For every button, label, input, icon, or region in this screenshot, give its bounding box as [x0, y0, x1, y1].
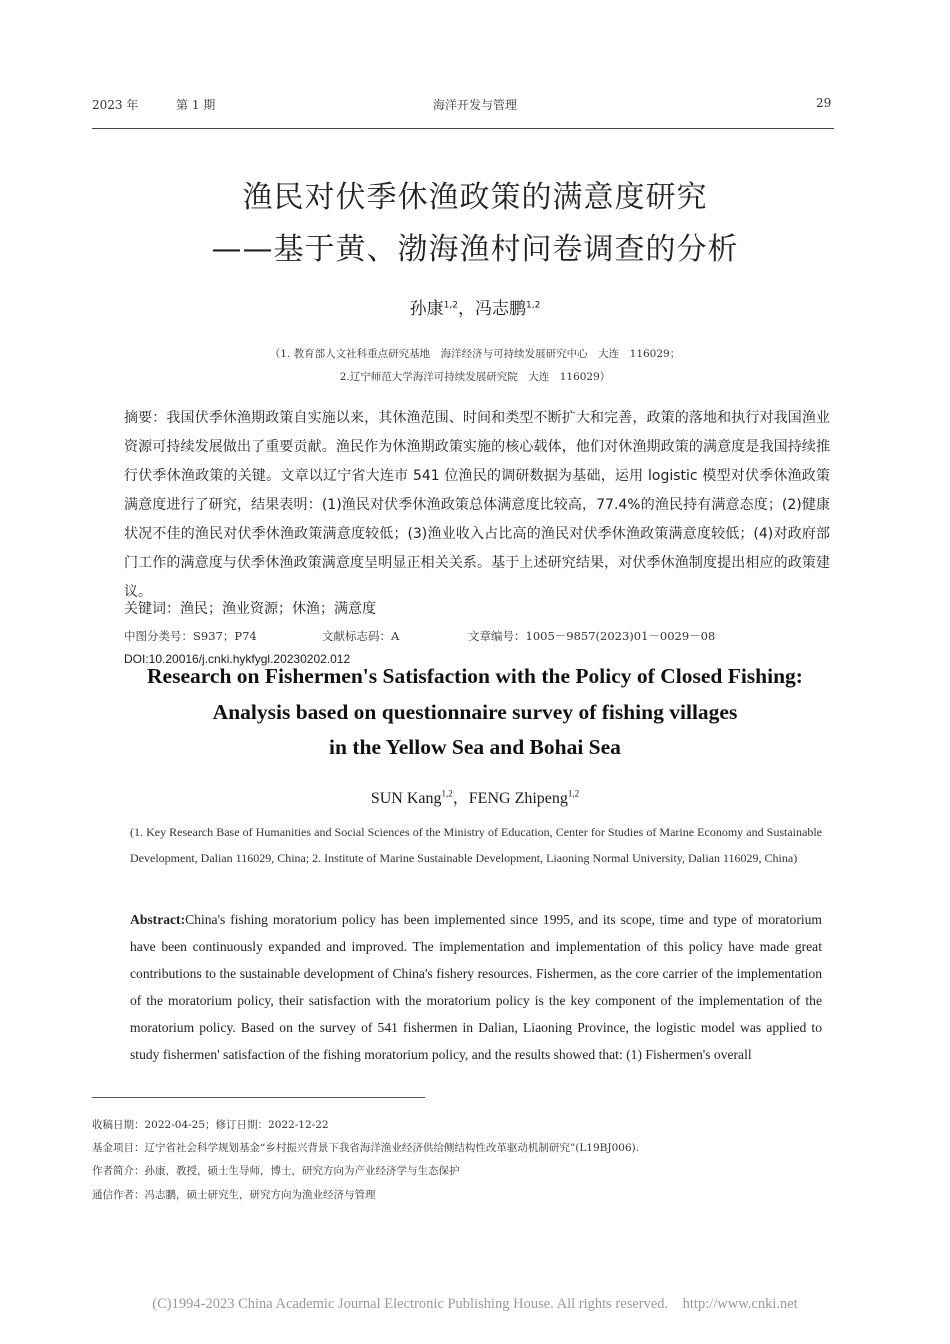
author-separator: ，: [452, 790, 469, 807]
footnote-corresponding-author: 通信作者：冯志鹏，硕士研究生，研究方向为渔业经济与管理: [92, 1189, 376, 1201]
footnote-divider: [92, 1097, 425, 1098]
title-en-line3: in the Yellow Sea and Bohai Sea: [329, 735, 621, 759]
header-issue: 第 1 期: [176, 98, 216, 112]
document-code: 文献标志码：A: [322, 629, 400, 643]
title-en-line1: Research on Fishermen's Satisfaction with the Policy of Closed Fishing:: [147, 664, 803, 688]
footnote-received-date: 收稿日期：2022-04-25；修订日期：2022-12-22: [92, 1119, 329, 1131]
author-sup: 1,2: [526, 300, 541, 311]
abstract-en-text: China's fishing moratorium policy has been implemented since 1995, and its scope, time and type of moratorium have been continuously expanded and improved. The implementation and implementation of this policy have made great contributions to the sustainable development of China's fishery resources. Fishermen, as the core carrier of the implementation of the moratorium policy, their satisfaction with the moratorium policy is the key component of the implementation of the moratorium policy. Based on the survey of 541 fishermen in Dalian, Liaoning Province, the logistic model was applied to study fishermen' satisfaction of the fishing moratorium policy, and the results showed that: (1) Fishermen's overall: [130, 912, 822, 1062]
author-separator: ，: [458, 299, 475, 319]
authors-cn: [0, 294, 950, 319]
author-feng-zhipeng-cn: 冯志鹏: [475, 299, 526, 319]
header-journal: 海洋开发与管理: [432, 98, 517, 112]
abstract-en: [130, 906, 822, 1068]
keywords-cn: 关键词：渔民；渔业资源；休渔；满意度: [124, 601, 376, 617]
header-page-number: 29: [816, 96, 832, 110]
doi[interactable]: DOI:10.20016/j.cnki.hykfygl.20230202.012: [124, 652, 351, 666]
title-cn-line1: 渔民对伏季休渔政策的满意度研究: [242, 180, 708, 215]
author-sun-kang-cn: 孙康: [409, 299, 444, 319]
author-sun-kang-en: SUN Kang: [370, 790, 442, 807]
title-en-line2: Analysis based on questionnaire survey of fishing villages: [212, 700, 738, 724]
title-cn-line2: ——基于黄、渤海渔村问卷调查的分析: [211, 232, 739, 267]
authors-en: [0, 785, 950, 808]
header-divider: [92, 128, 834, 129]
author-sup: 1,2: [443, 300, 458, 311]
affiliation-en: (1. Key Research Base of Humanities and Social Sciences of the Ministry of Education, Center for Studies of Marine Economy and Sustainable Development, Dalian 116029, China; 2. Institute of Marine Sustainable Development, Liaoning Normal University, Dalian 116029, China): [130, 825, 822, 865]
abstract-cn: 摘要：我国伏季休渔期政策自实施以来，其休渔范围、时间和类型不断扩大和完善，政策的落地和执行对我国渔业资源可持续发展做出了重要贡献。渔民作为休渔期政策实施的核心载体，他们对休渔期政策的满意度是我国持续推行伏季休渔政策的关键。文章以辽宁省大连市 541 位渔民的调研数据为基础，运用 logistic 模型对伏季休渔政策满意度进行了研究，结果表明：(1)渔民对伏季休渔政策总体满意度比较高，77.4%的渔民持有满意态度；(2)健康状况不佳的渔民对伏季休渔政策满意度较低；(3)渔业收入占比高的渔民对伏季休渔政策满意度较低；(4)对政府部门工作的满意度与伏季休渔政策满意度呈明显正相关关系。基于上述研究结果，对伏季休渔制度提出相应的政策建议。: [124, 410, 830, 600]
author-sup: 1,2: [567, 788, 580, 799]
footnote-author-bio: 作者简介：孙康，教授，硕士生导师，博士，研究方向为产业经济学与生态保护: [92, 1165, 460, 1177]
clc-number: 中图分类号：S937；P74: [124, 629, 257, 643]
article-number: 文章编号：1005－9857(2023)01－0029－08: [468, 629, 716, 643]
copyright-notice: (C)1994-2023 China Academic Journal Electronic Publishing House. All rights reserved. http://www.cnki.net: [152, 1296, 798, 1312]
affiliation-cn-line2: 2.辽宁师范大学海洋可持续发展研究院 大连 116029）: [339, 371, 611, 383]
author-feng-zhipeng-en: FENG Zhipeng: [468, 790, 568, 807]
author-sup: 1,2: [441, 788, 453, 799]
footnote-fund: 基金项目：辽宁省社会科学规划基金“乡村振兴背景下我省海洋渔业经济供给侧结构性改革驱动机制研究”(L19BJ006).: [92, 1142, 640, 1154]
affiliation-cn-line1: （1. 教育部人文社科重点研究基地 海洋经济与可持续发展研究中心 大连 116029；: [269, 348, 681, 360]
header-year: 2023 年: [92, 98, 139, 112]
abstract-en-label: Abstract:: [130, 912, 186, 927]
